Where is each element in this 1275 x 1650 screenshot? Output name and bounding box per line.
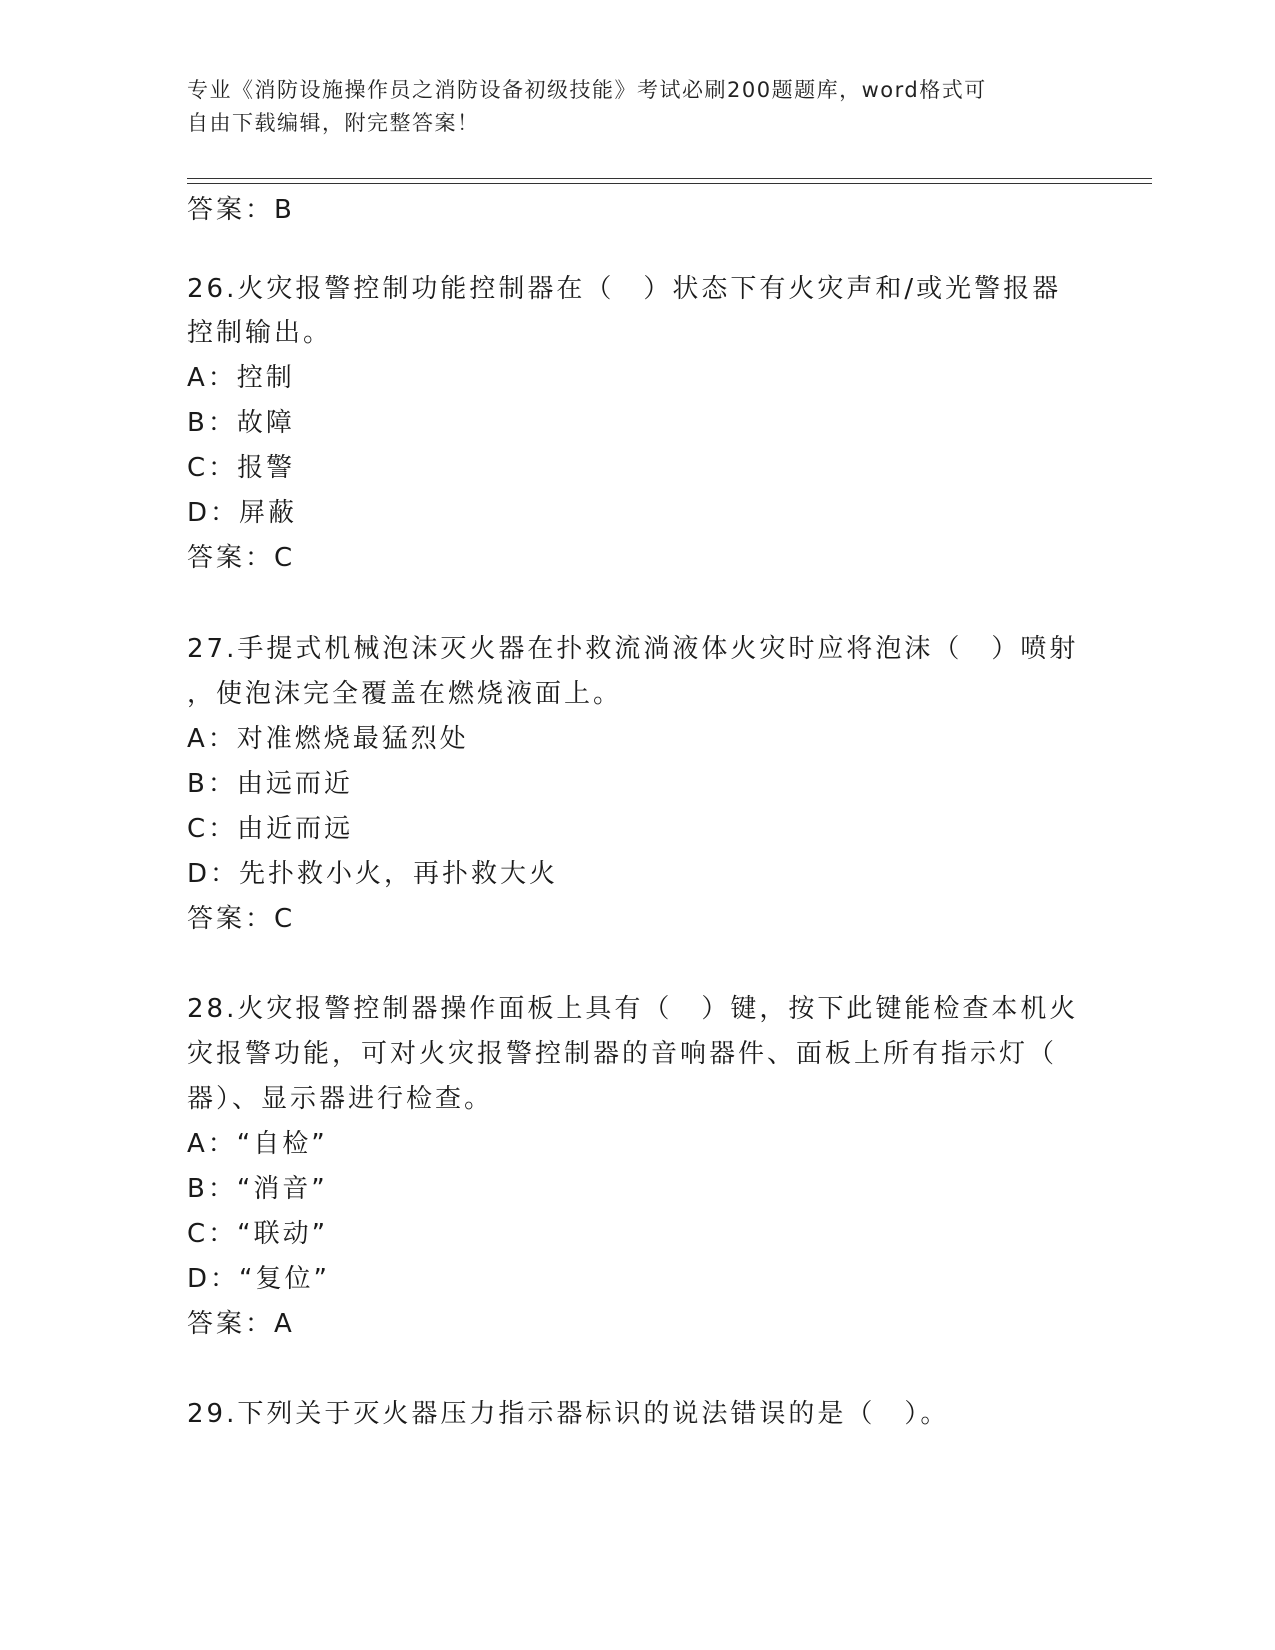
header-double-rule xyxy=(187,178,1152,184)
question-29-text-line-1: 29.下列关于灭火器压力指示器标识的说法错误的是（ ）。 xyxy=(187,1399,950,1429)
question-26-text-line-1: 26.火灾报警控制功能控制器在（ ）状态下有火灾声和/或光警报器 xyxy=(187,274,1062,304)
header-line-2: 自由下载编辑，附完整答案！ xyxy=(187,111,480,135)
question-27-text-line-2: ，使泡沫完全覆盖在燃烧液面上。 xyxy=(187,679,623,709)
header-line-1: 专业《消防设施操作员之消防设备初级技能》考试必刷200题题库，word格式可 xyxy=(187,78,987,102)
question-26-option-b: B：故障 xyxy=(187,408,295,438)
question-28-option-a: A：“自检” xyxy=(187,1129,328,1159)
page-header xyxy=(187,74,1067,140)
question-27-text-line-1: 27.手提式机械泡沫灭火器在扑救流淌液体火灾时应将泡沫（ ）喷射 xyxy=(187,634,1079,664)
question-27-option-a: A：对准燃烧最猛烈处 xyxy=(187,724,469,754)
question-27-answer: 答案：C xyxy=(187,904,296,934)
question-26-option-a: A：控制 xyxy=(187,363,295,393)
question-28-option-c: C：“联动” xyxy=(187,1219,329,1249)
question-28-text-line-3: 器）、显示器进行检查。 xyxy=(187,1084,494,1114)
question-27-option-d: D：先扑救小火，再扑救大火 xyxy=(187,859,559,889)
question-27-option-c: C：由近而远 xyxy=(187,814,354,844)
question-28-text-line-1: 28.火灾报警控制器操作面板上具有（ ）键，按下此键能检查本机火 xyxy=(187,994,1079,1024)
question-28-text-line-2: 灾报警功能，可对火灾报警控制器的音响器件、面板上所有指示灯（ xyxy=(187,1039,1058,1069)
question-27-option-b: B：由远而近 xyxy=(187,769,353,799)
question-28-option-d: D：“复位” xyxy=(187,1264,330,1294)
question-26-option-d: D：屏蔽 xyxy=(187,498,298,528)
question-26-answer: 答案：C xyxy=(187,543,296,573)
question-26-text-line-2: 控制输出。 xyxy=(187,318,333,348)
answer-q25: 答案：B xyxy=(187,195,295,225)
question-28-answer: 答案：A xyxy=(187,1309,295,1339)
question-26-option-c: C：报警 xyxy=(187,453,296,483)
question-28-option-b: B：“消音” xyxy=(187,1174,328,1204)
